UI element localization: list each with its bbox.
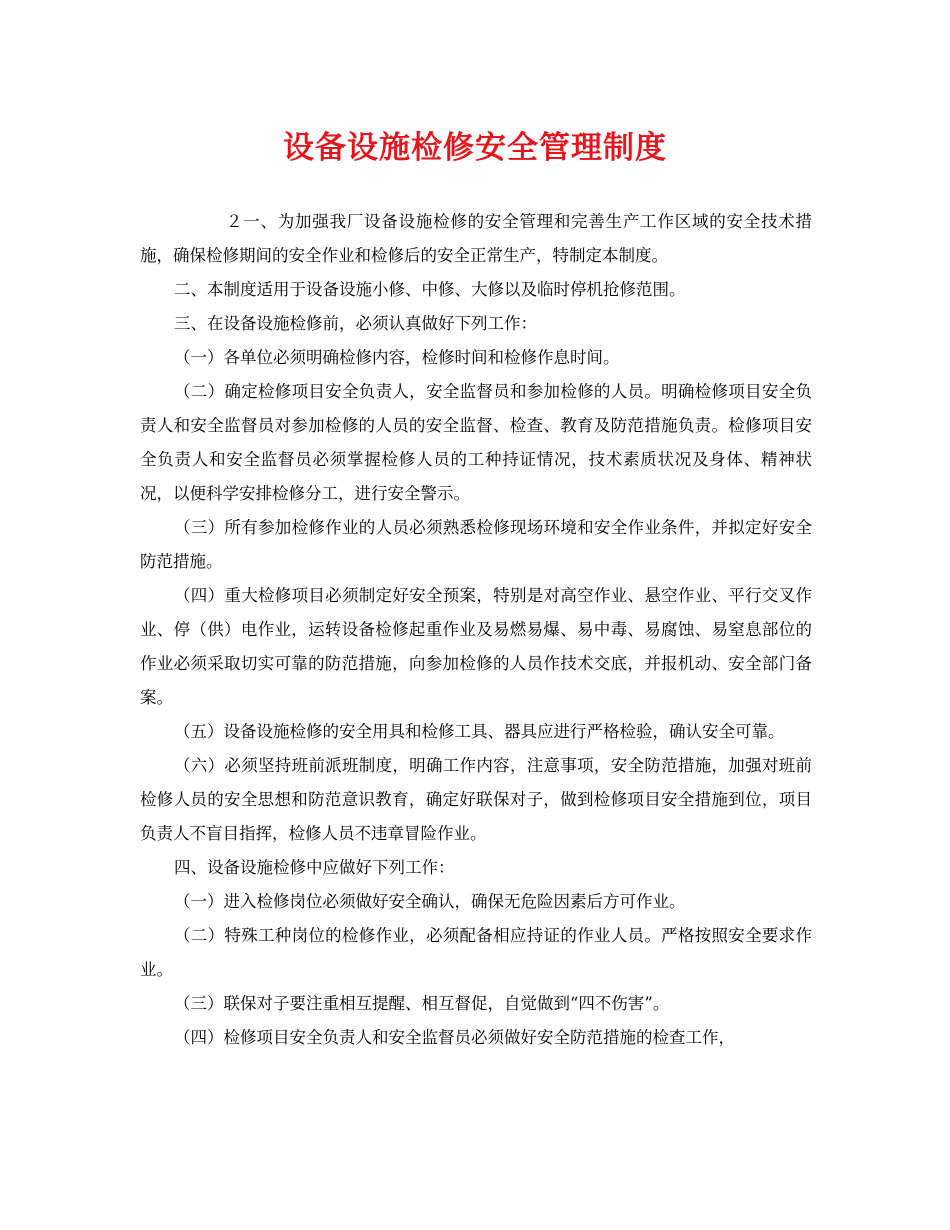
paragraph-3: 三、在设备设施检修前，必须认真做好下列工作： — [174, 314, 537, 333]
paragraph-2: 二、本制度适用于设备设施小修、中修、大修以及临时停机抢修范围。 — [174, 280, 686, 299]
paragraph-5: （二）确定检修项目安全负责人，安全监督员和参加检修的人员。明确检修项目安全负责人和安全监督员对参加检修的人员的安全监督、检查、教育及防范措施负责。检修项目安全负责人和安全监督员必须掌握检修人员的工种持证情况，技术素质状况及身体、精神状况，以便科学安排检修分工，进行安全警示。 — [140, 382, 812, 503]
paragraph-10: 四、设备设施检修中应做好下列工作： — [174, 858, 455, 877]
document-body — [140, 205, 812, 1055]
paragraph-14: （四）检修项目安全负责人和安全监督员必须做好安全防范措施的检查工作， — [174, 1028, 735, 1047]
paragraph-6: （三）所有参加检修作业的人员必须熟悉检修现场环境和安全作业条件，并拟定好安全防范措施。 — [140, 518, 812, 571]
paragraph-11: （一）进入检修岗位必须做好安全确认，确保无危险因素后方可作业。 — [174, 892, 686, 911]
paragraph-9: （六）必须坚持班前派班制度，明确工作内容，注意事项，安全防范措施，加强对班前检修人员的安全思想和防范意识教育，确定好联保对子，做到检修项目安全措施到位，项目负责人不盲目指挥，检修人员不违章冒险作业。 — [140, 756, 812, 843]
paragraph-8: （五）设备设施检修的安全用具和检修工具、器具应进行严格检验，确认安全可靠。 — [174, 722, 785, 741]
paragraph-7: （四）重大检修项目必须制定好安全预案，特别是对高空作业、悬空作业、平行交叉作业、停（供）电作业，运转设备检修起重作业及易燃易爆、易中毒、易腐蚀、易窒息部位的作业必须采取切实可靠的防范措施，向参加检修的人员作技术交底，并报机动、安全部门备案。 — [140, 586, 812, 707]
document-title: 设备设施检修安全管理制度 — [283, 130, 667, 166]
paragraph-12: （二）特殊工种岗位的检修作业，必须配备相应持证的作业人员。严格按照安全要求作业。 — [140, 926, 812, 979]
paragraph-13: （三）联保对子要注重相互提醒、相互督促，自觉做到“四不伤害”。 — [174, 994, 670, 1013]
paragraph-4: （一）各单位必须明确检修内容，检修时间和检修作息时间。 — [174, 348, 620, 367]
paragraph-1: ２一、为加强我厂设备设施检修的安全管理和完善生产工作区域的安全技术措施，确保检修期间的安全作业和检修后的安全正常生产，特制定本制度。 — [140, 212, 812, 265]
